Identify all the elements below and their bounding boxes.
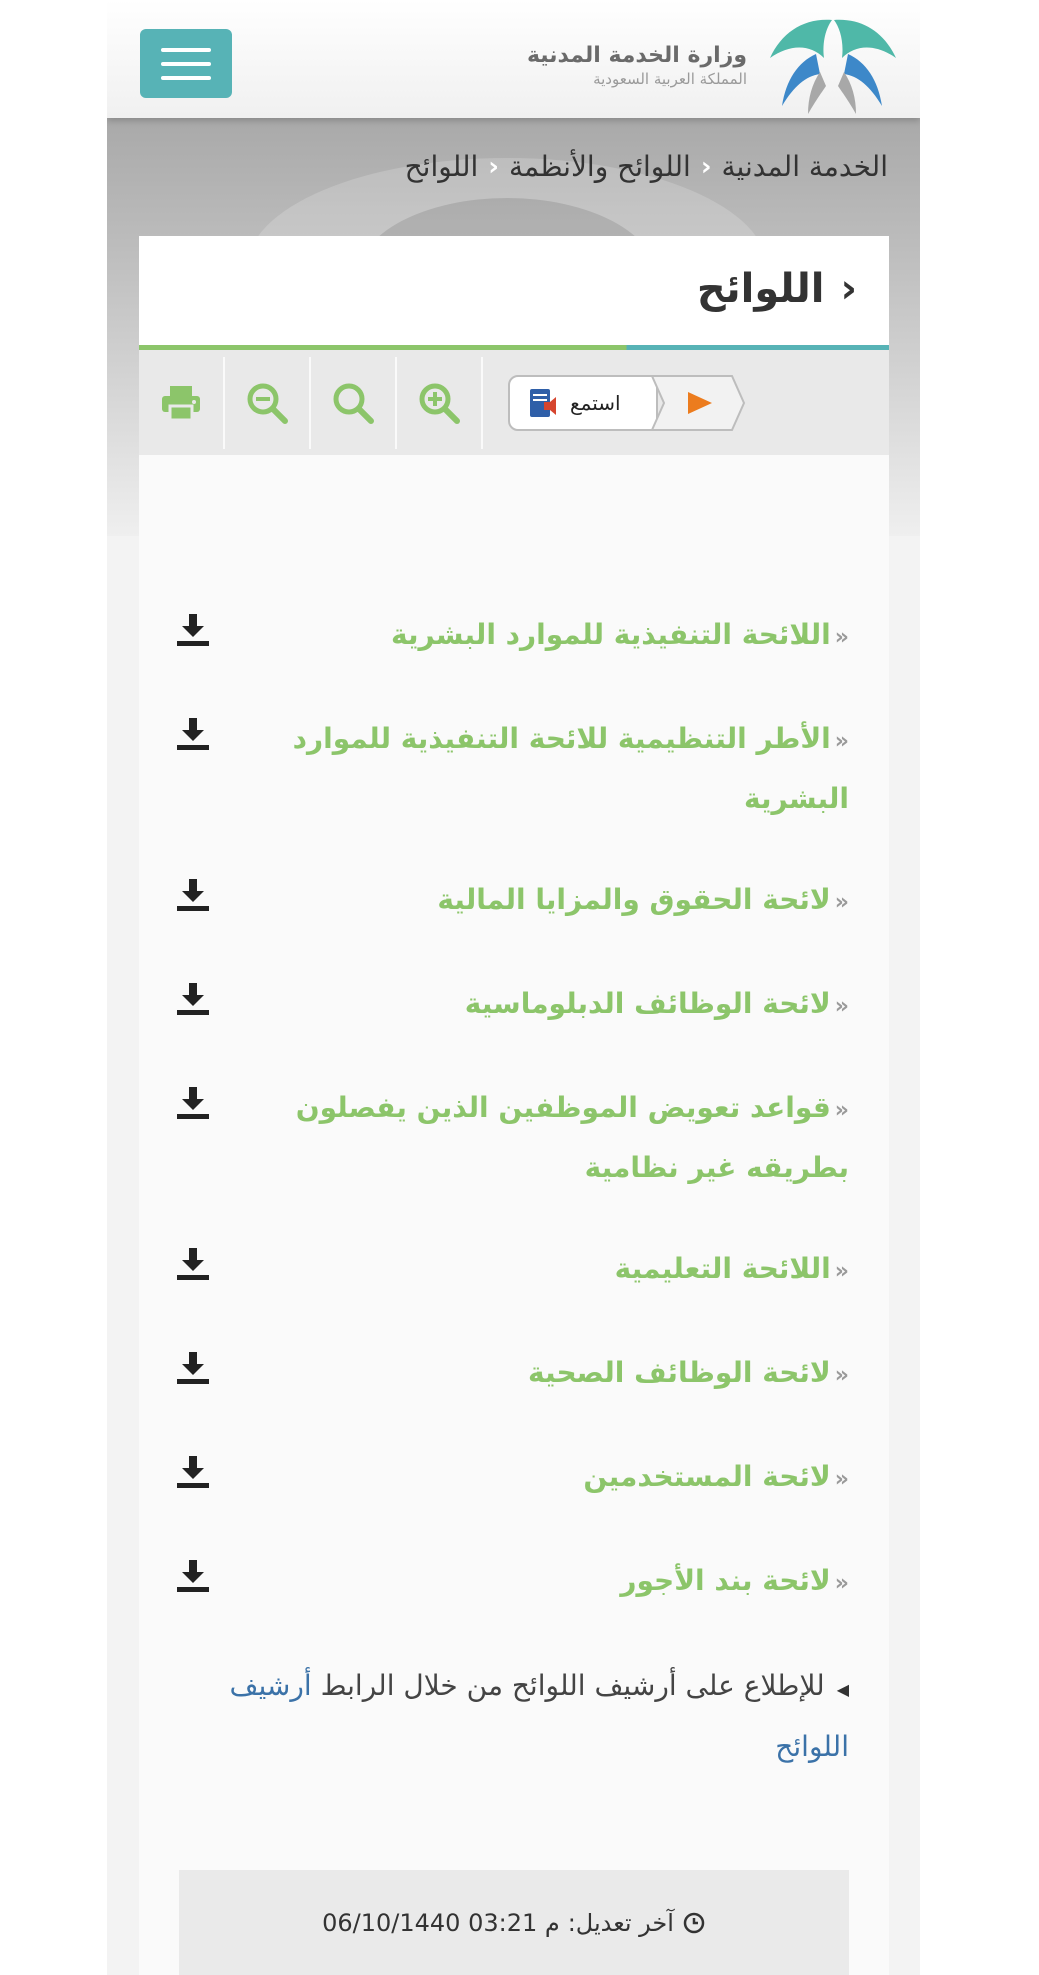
double-chevron-icon: « [834, 890, 849, 915]
page-toolbar [139, 350, 889, 455]
chevron-left-icon: ‹ [840, 266, 857, 312]
download-icon[interactable] [175, 612, 211, 648]
regulation-link[interactable] [259, 975, 849, 1035]
list-item [139, 606, 889, 666]
regulation-link[interactable] [259, 1448, 849, 1508]
menu-bar [161, 48, 211, 52]
download-icon[interactable] [175, 1454, 211, 1490]
double-chevron-icon: « [834, 1363, 849, 1388]
double-chevron-icon: « [834, 1467, 849, 1492]
regulation-title: الأطر التنظيمية للائحة التنفيذية للموارد البشرية [292, 722, 849, 815]
page-container [107, 0, 920, 1975]
download-icon[interactable] [175, 981, 211, 1017]
speaker-icon [528, 386, 562, 420]
double-chevron-icon: « [834, 1259, 849, 1284]
breadcrumb [405, 150, 888, 183]
menu-bar [161, 62, 211, 66]
listen-button[interactable] [508, 375, 746, 431]
download-icon[interactable] [175, 877, 211, 913]
zoom-in-icon [416, 380, 462, 426]
list-item [139, 1344, 889, 1404]
download-icon[interactable] [175, 716, 211, 752]
regulation-title: اللائحة التعليمية [614, 1252, 831, 1285]
clock-icon [682, 1911, 706, 1935]
download-icon[interactable] [175, 1085, 211, 1121]
regulation-title: لائحة بند الأجور [620, 1564, 831, 1597]
zoom-out-icon [244, 380, 290, 426]
listen-body [508, 375, 658, 431]
menu-bar [161, 76, 211, 80]
listen-label: استمع [570, 390, 621, 415]
page-title [697, 266, 857, 312]
last-modified-box [179, 1870, 849, 1975]
regulation-title: لائحة المستخدمين [583, 1460, 831, 1493]
breadcrumb-separator-icon: ‹ [488, 151, 499, 182]
archive-note [179, 1657, 849, 1775]
list-item [139, 710, 889, 827]
download-icon[interactable] [175, 1350, 211, 1386]
page-title-text: اللوائح [696, 266, 825, 312]
breadcrumb-item-current: اللوائح [404, 150, 479, 183]
zoom-out-button[interactable] [225, 357, 311, 449]
ministry-name: وزارة الخدمة المدنية [526, 43, 747, 68]
list-item [139, 1240, 889, 1300]
regulation-title: لائحة الحقوق والمزايا المالية [437, 883, 831, 916]
breadcrumb-item-regulations-systems[interactable]: اللوائح والأنظمة [509, 150, 691, 183]
play-icon[interactable] [650, 375, 746, 431]
last-modified-label: آخر تعديل: [567, 1908, 674, 1937]
list-item [139, 1448, 889, 1508]
double-chevron-icon: « [834, 729, 849, 754]
content-card [139, 236, 889, 1975]
zoom-reset-button[interactable] [311, 357, 397, 449]
zoom-in-button[interactable] [397, 357, 483, 449]
menu-button[interactable] [140, 29, 232, 98]
regulation-title: اللائحة التنفيذية للموارد البشرية [390, 618, 831, 651]
regulation-link[interactable] [259, 1344, 849, 1404]
list-item [139, 975, 889, 1035]
regulation-title: لائحة الوظائف الدبلوماسية [464, 987, 831, 1020]
download-icon[interactable] [175, 1558, 211, 1594]
print-icon [158, 380, 204, 426]
regulation-link[interactable] [259, 1552, 849, 1612]
regulation-title: قواعد تعويض الموظفين الذين يفصلون بطريقه غير نظامية [295, 1091, 849, 1184]
breadcrumb-item-civil-service[interactable]: الخدمة المدنية [721, 150, 888, 183]
last-modified-value: 06/10/1440 03:21 م [322, 1908, 560, 1937]
country-name: المملكة العربية السعودية [593, 69, 747, 88]
archive-link[interactable]: أرشيف اللوائح [229, 1669, 849, 1763]
print-button[interactable] [139, 357, 225, 449]
list-item [139, 1079, 889, 1196]
card-header [139, 236, 889, 350]
caret-left-icon: ◀ [836, 1680, 849, 1699]
site-header [107, 0, 920, 118]
list-item [139, 871, 889, 931]
double-chevron-icon: « [834, 625, 849, 650]
double-chevron-icon: « [834, 994, 849, 1019]
regulation-link[interactable] [259, 710, 849, 827]
regulation-link[interactable] [259, 1240, 849, 1300]
regulation-link[interactable] [259, 606, 849, 666]
list-item [139, 1552, 889, 1612]
double-chevron-icon: « [834, 1098, 849, 1123]
zoom-reset-icon [330, 380, 376, 426]
archive-text: للإطلاع على أرشيف اللوائح من خلال الرابط [320, 1669, 825, 1702]
regulation-link[interactable] [259, 871, 849, 931]
breadcrumb-separator-icon: ‹ [700, 151, 712, 182]
download-icon[interactable] [175, 1246, 211, 1282]
double-chevron-icon: « [834, 1571, 849, 1596]
ministry-logo-text[interactable] [527, 42, 747, 88]
regulation-title: لائحة الوظائف الصحية [528, 1356, 831, 1389]
regulations-list [139, 606, 889, 1656]
regulation-link[interactable] [259, 1079, 849, 1196]
ministry-logo-icon[interactable] [764, 14, 900, 116]
